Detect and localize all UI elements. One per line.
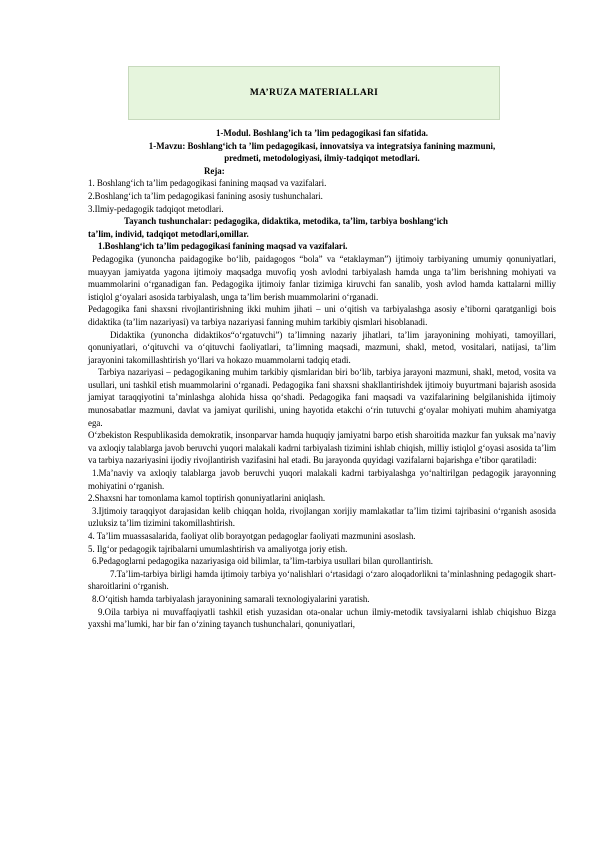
paragraph: O‘zbekiston Respublikasida demokratik, insonparvar hamda huquqiy jamiyatni barpo etish sharoitida mazkur fan yuksak ma’naviy va axloqiy talablarga javob beruvchi yuqori malakali kadrni tarbiyalash tizimini ishlab chiqish, milliy istiqlol g‘oyasi asosida ta’lim va tarbiya nazariyasini ijodiy rivojlantirish vazifasini hal etadi. Bu jarayonda quyidagi vazifalarni bajarishga e’tibor qaratiladi: xyxy=(88,430,556,466)
plan-item: 3.Ilmiy-pedagogik tadqiqot metodlari. xyxy=(88,203,224,214)
task-item: 1.Ma’naviy va axloqiy talablarga javob beruvchi yuqori malakali kadrni tarbiyalashga yo‘naltirilgan pedagogik jarayonning mohiyatini o‘rganish. xyxy=(88,468,556,491)
plan-item: 2.Boshlang‘ich ta’lim pedagogikasi fanining asosiy tushunchalari. xyxy=(88,190,323,201)
task-item: 2.Shaxsni har tomonlama kamol toptirish qonuniyatlarini aniqlash. xyxy=(88,493,326,504)
section-heading: 1.Boshlang‘ich ta’lim pedagogikasi fanining maqsad va vazifalari. xyxy=(98,241,348,252)
document-body xyxy=(88,127,556,631)
task-item: 7.Ta’lim-tarbiya birligi hamda ijtimoiy tarbiya yo‘nalishlari o‘rtasidagi o‘zaro aloqadorlikni ta’minlashning pedagogik shart-sharoitlarini o‘rganish. xyxy=(88,568,556,592)
paragraph: Didaktika (yunoncha didaktikos“o‘rgatuvchi”) ta’limning nazariy jihatlari, ta’lim jarayonining mohiyati, tamoyillari, qonuniyatlari, o‘qituvchi va o‘qituvchi faoliyatlari, ta’limning maqsadi, mazmuni, shakl, metod, vositalari, natijasi, ta’lim jarayonini takomillashtirish yo‘llari va hokazo muammolarni tadqiq etadi. xyxy=(88,329,556,365)
task-item: 8.O‘qitish hamda tarbiyalash jarayonining samarali texnologiyalarini yaratish. xyxy=(92,593,370,604)
task-item: 4. Ta’lim muassasalarida, faoliyat olib borayotgan pedagoglar faoliyati mazmunini asoslash. xyxy=(88,531,416,541)
topic-title-line-1: 1-Mavzu: Boshlang‘ich ta ’lim pedagogikasi, innovatsiya va integratsiya fanining mazmuni, xyxy=(148,140,496,151)
plan-item: 1. Boshlang‘ich ta’lim pedagogikasi fanining maqsad va vazifalari. xyxy=(88,178,327,189)
task-item: 5. Ilg‘or pedagogik tajribalarni umumlashtirish va amaliyotga joriy etish. xyxy=(88,543,348,554)
paragraph: Tarbiya nazariyasi – pedagogikaning muhim tarkibiy qismlaridan biri bo‘lib, tarbiya jarayoni mazmuni, shakl, metod, vosita va usullari, uni tashkil etish muammolarini o‘rganadi. Pedagogika fani shaxsni shakllantirishdek ijtimoiy buyurtmani bajarish asosida jamiyat taraqqiyotini ta’minlashga alohida hissa qo‘shadi. Pedagogika fani maqsadi va vazifalarining belgilanishida ijtimoiy munosabatlar mazmuni, davlat va jamiyat qurilishi, uning hayotida etakchi o‘rin tutuvchi g‘oyalar mohiyati muhim ahamiyatga ega. xyxy=(88,367,556,428)
lecture-materials-banner xyxy=(128,66,500,120)
banner-title: MA’RUZA MATERIALLARI xyxy=(249,88,379,98)
paragraph: Pedagogika (yunoncha paidagogike bo‘lib, paidagogos “bola” va “etaklayman”) ijtimoiy tarbiyaning umumiy qonuniyatlari, muayyan jamiyatda yagona ijtimoiy maqsadga muvofiq yosh avlodni tarbiyalash hamda unga ta’lim berishning mohiyati va muammolarini o‘rganadigan fan. Pedagogika ijtimoiy fanlar tizimiga kiruvchi fan sanalib, yosh avlod hamda kattalarni milliy istiqlol g‘oyalari asosida tarbiyalash, unga ta’lim berish muammolarini o‘rganadi. xyxy=(88,253,556,302)
plan-heading: Reja: xyxy=(204,165,225,176)
task-item: 9.Oila tarbiya ni muvaffaqiyatli tashkil etish yuzasidan ota-onalar uchun ilmiy-metodik tavsiyalarni ishlab chiqishuo Bizga yaxshi ma’lumki, har bir fan o‘zining tayanch tushunchalari, qonuniyatlari, xyxy=(88,606,556,630)
topic-title-line-2: predmeti, metodologiyasi, ilmiy-tadqiqot metodlari. xyxy=(224,153,420,164)
module-title: 1-Modul. Boshlang’ich ta ’lim pedagogikasi fan sifatida. xyxy=(215,128,429,138)
task-item: 6.Pedagoglarni pedagogika nazariyasiga oid bilimlar, ta’lim-tarbiya usullari bilan qurollantirish. xyxy=(92,556,433,567)
paragraph: Pedagogika fani shaxsni rivojlantirishning ikki muhim jihati – uni o‘qitish va tarbiyalashga asosiy e’tiborni qaratganligi bois didaktika (ta’lim nazariyasi) va tarbiya nazariyasi fanning muhim tarkibiy qismlari hisoblanadi. xyxy=(88,304,556,327)
key-concepts-line-1: Tayanch tushunchalar: pedagogika, didaktika, metodika, ta’lim, tarbiya boshlang‘ich xyxy=(124,216,448,227)
key-concepts-line-2: ta’lim, individ, tadqiqot metodlari,omillar. xyxy=(88,228,249,239)
task-item: 3.Ijtimoiy taraqqiyot darajasidan kelib chiqqan holda, rivojlangan xorijiy mamlakatlar ta’lim tizimi tajribasini o‘rganish asosida uzluksiz ta’lim tizimini takomillashtirish. xyxy=(88,505,556,529)
